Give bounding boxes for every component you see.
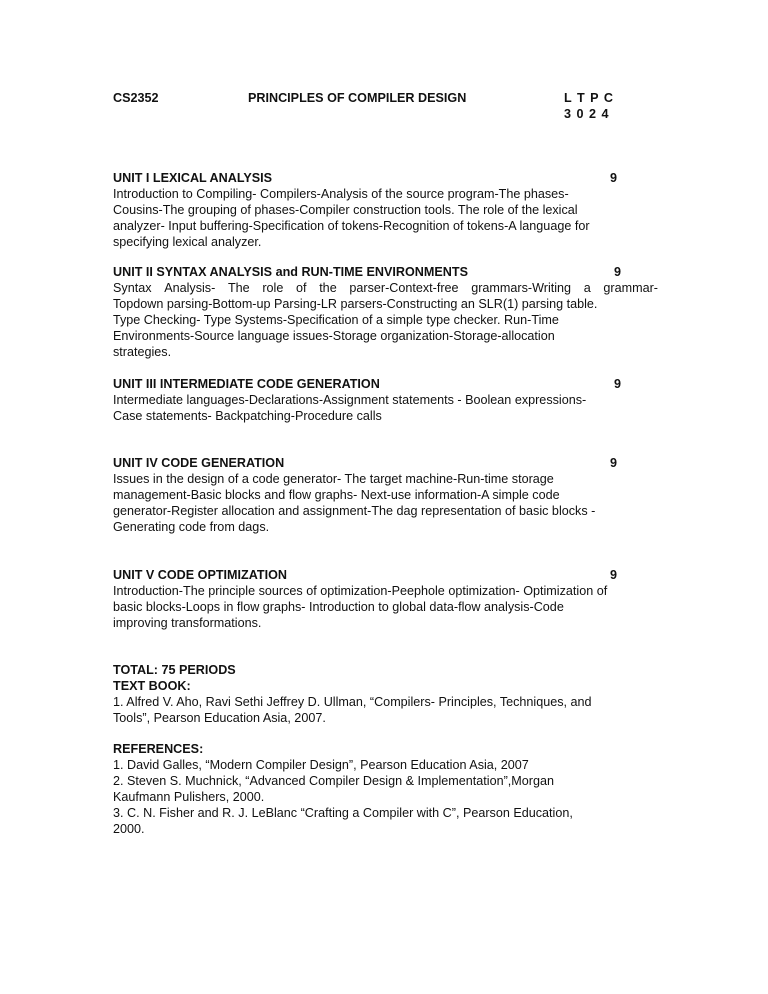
unit-text-line: Issues in the design of a code generator- The target machine-Run-time storage: [113, 472, 554, 486]
unit-text-line: Introduction to Compiling- Compilers-Analysis of the source program-The phases-: [113, 187, 569, 201]
unit-heading: [113, 170, 658, 186]
course-code: CS2352: [113, 91, 159, 105]
unit-title: UNIT III INTERMEDIATE CODE GENERATION: [113, 377, 380, 391]
unit-periods: 9: [610, 568, 618, 582]
unit-text-line: Topdown parsing-Bottom-up Parsing-LR parsers-Constructing an SLR(1) parsing table.: [113, 297, 598, 311]
unit-heading: [113, 264, 658, 280]
textbook-section: [113, 662, 658, 726]
word: Analysis-: [164, 281, 216, 295]
ltpc-values: 3 0 2 4: [564, 107, 610, 121]
unit-text-line: Cousins-The grouping of phases-Compiler construction tools. The role of the lexical: [113, 203, 578, 217]
unit-text-line: specifying lexical analyzer.: [113, 235, 262, 249]
reference-line: 2. Steven S. Muchnick, “Advanced Compiler Design & Implementation”,Morgan: [113, 774, 554, 788]
unit-section: [113, 376, 658, 424]
unit-text-line: Type Checking- Type Systems-Specification of a simple type checker. Run-Time: [113, 313, 559, 327]
reference-line: 2000.: [113, 822, 145, 836]
unit-periods: 9: [610, 171, 618, 185]
unit-heading: [113, 376, 658, 392]
unit-text-line: Intermediate languages-Declarations-Assignment statements - Boolean expressions-: [113, 393, 587, 407]
word: Syntax: [113, 281, 152, 295]
unit-periods: 9: [614, 265, 622, 279]
word: The: [227, 281, 250, 295]
unit-text-line: Generating code from dags.: [113, 520, 270, 534]
unit-title: UNIT V CODE OPTIMIZATION: [113, 568, 287, 582]
reference-line: 3. C. N. Fisher and R. J. LeBlanc “Crafting a Compiler with C”, Pearson Education,: [113, 806, 573, 820]
textbook-heading: TEXT BOOK:: [113, 679, 191, 693]
word: the: [319, 281, 337, 295]
reference-line: 1. David Galles, “Modern Compiler Design”, Pearson Education Asia, 2007: [113, 758, 529, 772]
word: parser-Context-free: [349, 281, 459, 295]
unit-heading: [113, 455, 658, 471]
unit-text-line: Case statements- Backpatching-Procedure calls: [113, 409, 382, 423]
textbook-line: 1. Alfred V. Aho, Ravi Sethi Jeffrey D. Ullman, “Compilers- Principles, Techniques, and: [113, 695, 592, 709]
unit-heading: [113, 567, 658, 583]
unit-text-line: generator-Register allocation and assignment-The dag representation of basic blocks -: [113, 504, 596, 518]
unit-title: UNIT IV CODE GENERATION: [113, 456, 285, 470]
word: role: [262, 281, 284, 295]
word: a: [583, 281, 591, 295]
total-periods: TOTAL: 75 PERIODS: [113, 663, 236, 677]
unit-section: [113, 264, 658, 360]
references-heading: REFERENCES:: [113, 742, 204, 756]
unit-title: UNIT II SYNTAX ANALYSIS and RUN-TIME ENVIRONMENTS: [113, 265, 468, 279]
reference-line: Kaufmann Pulishers, 2000.: [113, 790, 265, 804]
word: of: [296, 281, 307, 295]
textbook-line: Tools”, Pearson Education Asia, 2007.: [113, 711, 326, 725]
unit-periods: 9: [614, 377, 622, 391]
unit-text-line: Introduction-The principle sources of optimization-Peephole optimization- Optimization of: [113, 584, 608, 598]
course-title: PRINCIPLES OF COMPILER DESIGN: [248, 91, 467, 105]
unit-periods: 9: [610, 456, 618, 470]
unit-text-line: strategies.: [113, 345, 172, 359]
unit-text-line: Environments-Source language issues-Storage organization-Storage-allocation: [113, 329, 555, 343]
unit-text-line: improving transformations.: [113, 616, 262, 630]
unit-text-line: analyzer- Input buffering-Specification of tokens-Recognition of tokens-A language for: [113, 219, 590, 233]
unit-title: UNIT I LEXICAL ANALYSIS: [113, 171, 273, 185]
unit-text-line: basic blocks-Loops in flow graphs- Introduction to global data-flow analysis-Code: [113, 600, 564, 614]
unit-text-line: management-Basic blocks and flow graphs- Next-use information-A simple code: [113, 488, 560, 502]
word: grammars-Writing: [471, 281, 572, 295]
ltpc-labels: L T P C: [564, 91, 614, 105]
unit-section: [113, 170, 658, 250]
unit-section: [113, 567, 658, 631]
unit-section: [113, 455, 658, 535]
unit-text-line: [113, 280, 658, 296]
references-section: [113, 741, 658, 837]
word: grammar-: [603, 281, 658, 295]
